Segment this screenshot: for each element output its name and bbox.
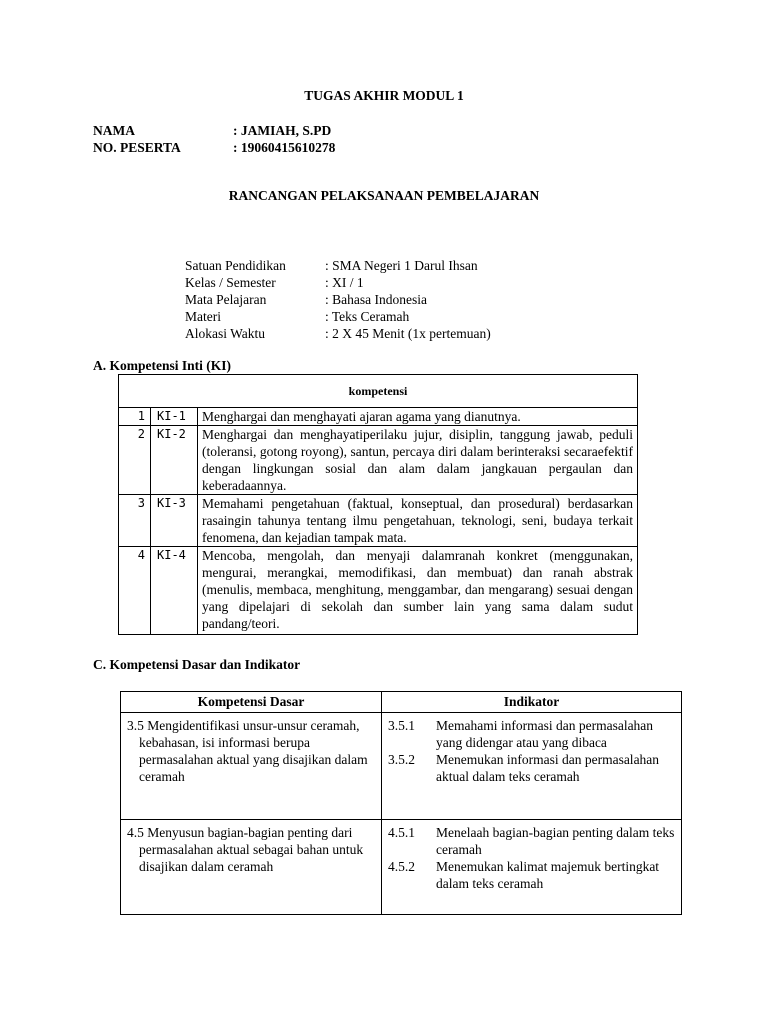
indicator-item xyxy=(388,717,675,751)
table-row xyxy=(119,495,638,547)
kd-header-row xyxy=(121,692,682,713)
kd-text: 3.5 Mengidentifikasi unsur-unsur ceramah, kebahasan, isi informasi berupa permasalahan aktual yang disajikan dalam ceramah xyxy=(127,718,368,784)
ki-number: 4 xyxy=(119,547,151,635)
info-value: : SMA Negeri 1 Darul Ihsan xyxy=(325,258,478,273)
ki-table xyxy=(118,374,638,635)
ki-code: KI-4 xyxy=(151,547,198,635)
indicator-text: Menelaah bagian-bagian penting dalam teks ceramah xyxy=(436,825,675,857)
kd-cell xyxy=(121,713,382,820)
info-row xyxy=(185,291,491,308)
indicator-text: Menemukan informasi dan permasalahan aktual dalam teks ceramah xyxy=(436,752,660,784)
info-value: : XI / 1 xyxy=(325,275,364,290)
table-row xyxy=(121,713,682,820)
ki-text: Mencoba, mengolah, dan menyaji dalamranah konkret (menggunakan, mengurai, merangkai, memodifikasi, dan membuat) dan ranah abstrak (menulis, membaca, menghitung, menggambar, dan mengarang) sesuai dengan yang dipelajari di sekolah dan sumber lain yang sama dalam sudut pandang/teori. xyxy=(198,547,638,635)
ki-text: Menghargai dan menghayati ajaran agama yang dianutnya. xyxy=(198,408,638,426)
ki-number: 1 xyxy=(119,408,151,426)
table-row xyxy=(119,547,638,635)
info-row xyxy=(185,257,491,274)
lesson-info xyxy=(185,257,491,342)
indicator-number: 4.5.2 xyxy=(388,859,415,874)
info-label: Mata Pelajaran xyxy=(185,292,267,307)
identity-name-value: : JAMIAH, S.PD xyxy=(233,123,332,138)
identity-number-label: NO. PESERTA xyxy=(93,140,181,155)
document-title: TUGAS AKHIR MODUL 1 xyxy=(304,88,464,103)
indicator-cell xyxy=(382,713,682,820)
identity-name-label: NAMA xyxy=(93,123,135,138)
table-row xyxy=(119,408,638,426)
ki-number: 2 xyxy=(119,426,151,495)
info-label: Alokasi Waktu xyxy=(185,326,266,341)
ki-code: KI-3 xyxy=(151,495,198,547)
table-row xyxy=(119,426,638,495)
info-value: : 2 X 45 Menit (1x pertemuan) xyxy=(325,326,491,341)
ki-number: 3 xyxy=(119,495,151,547)
kd-header-competency: Kompetensi Dasar xyxy=(121,692,382,713)
ki-text: Menghargai dan menghayatiperilaku jujur, disiplin, tanggung jawab, peduli (toleransi, gotong royong), santun, percaya diri dalam berinteraksi secaraefektif dengan lingkungan sosial dan alam dalam jangkauan pergaulan dan keberadaannya. xyxy=(198,426,638,495)
rpp-title: RANCANGAN PELAKSANAAN PEMBELAJARAN xyxy=(228,188,540,203)
identity-block xyxy=(93,122,335,156)
kd-text: 4.5 Menyusun bagian-bagian penting dari permasalahan aktual sebagai bahan untuk disajikan dalam ceramah xyxy=(127,825,364,874)
kd-table xyxy=(120,691,682,915)
indicator-number: 4.5.1 xyxy=(388,825,415,840)
info-label: Materi xyxy=(185,309,221,324)
info-row xyxy=(185,325,491,342)
ki-code: KI-1 xyxy=(151,408,198,426)
indicator-item xyxy=(388,824,675,858)
indicator-cell xyxy=(382,820,682,915)
section-c-heading: C. Kompetensi Dasar dan Indikator xyxy=(93,657,301,672)
indicator-text: Menemukan kalimat majemuk bertingkat dalam teks ceramah xyxy=(436,859,660,891)
indicator-item xyxy=(388,751,675,785)
info-label: Satuan Pendidikan xyxy=(185,258,286,273)
identity-number-row xyxy=(93,139,335,156)
kd-cell xyxy=(121,820,382,915)
identity-number-value: : 19060415610278 xyxy=(233,140,336,155)
indicator-number: 3.5.1 xyxy=(388,718,415,733)
info-value: : Bahasa Indonesia xyxy=(325,292,427,307)
info-value: : Teks Ceramah xyxy=(325,309,410,324)
ki-code: KI-2 xyxy=(151,426,198,495)
info-label: Kelas / Semester xyxy=(185,275,276,290)
ki-header-row xyxy=(119,375,638,408)
indicator-item xyxy=(388,858,675,892)
ki-text: Memahami pengetahuan (faktual, konseptual, dan prosedural) berdasarkan rasaingin tahunya tentang ilmu pengetahuan, teknologi, seni, budaya terkait fenomena, dan kejadian tampak mata. xyxy=(198,495,638,547)
indicator-number: 3.5.2 xyxy=(388,752,415,767)
ki-header: kompetensi xyxy=(119,375,638,408)
indicator-text: Memahami informasi dan permasalahan yang didengar atau yang dibaca xyxy=(436,718,654,750)
table-row xyxy=(121,820,682,915)
kd-header-indicator: Indikator xyxy=(382,692,682,713)
info-row xyxy=(185,308,491,325)
section-a-heading: A. Kompetensi Inti (KI) xyxy=(93,358,231,373)
identity-name-row xyxy=(93,122,335,139)
info-row xyxy=(185,274,491,291)
